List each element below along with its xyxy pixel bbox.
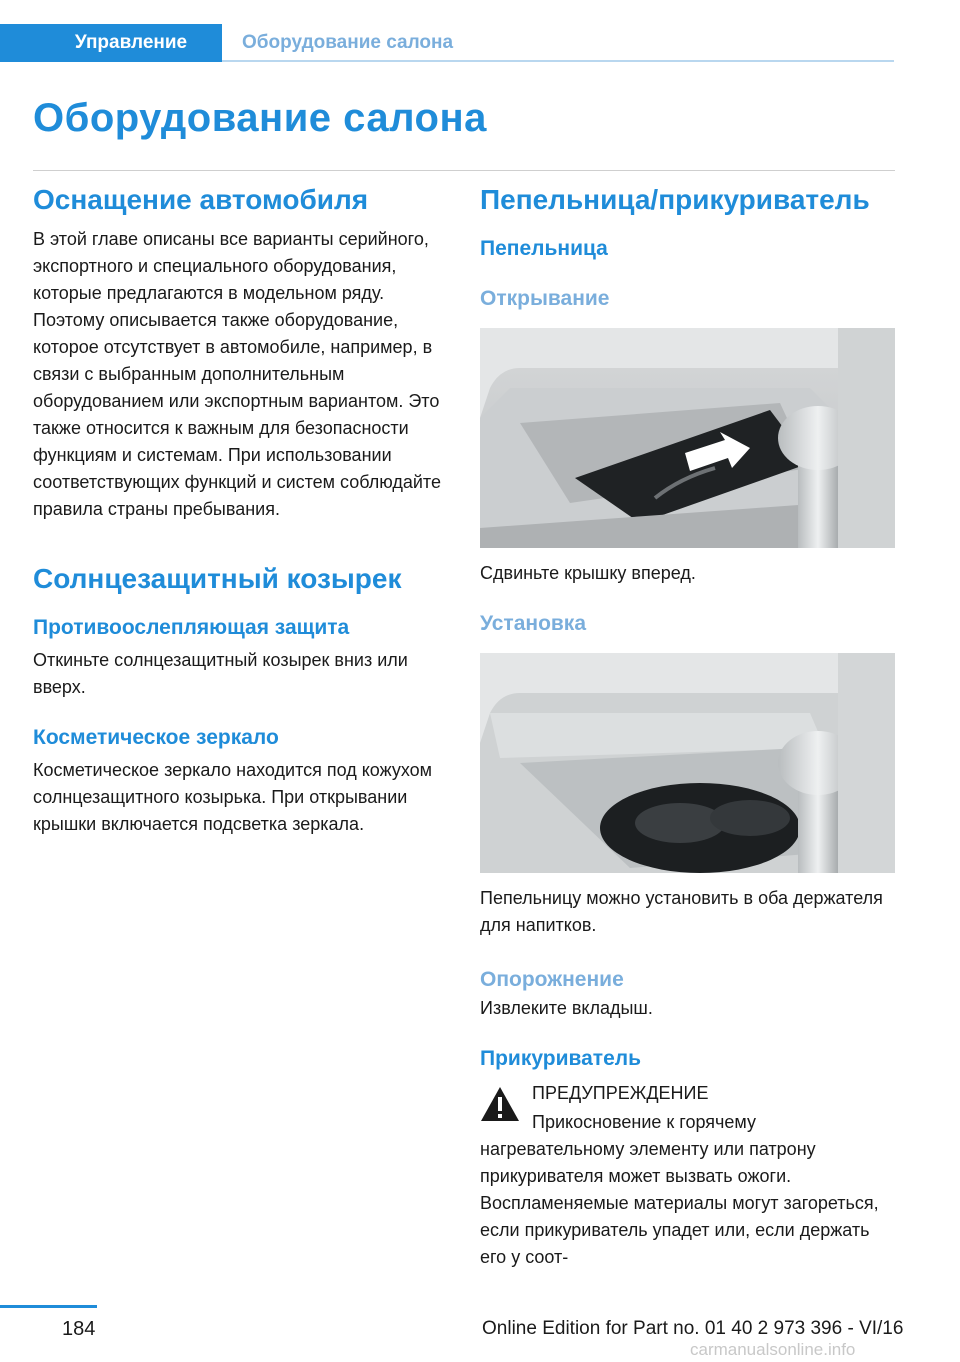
breadcrumb-section[interactable]: Управление [0,24,222,62]
mirror-text: Косметическое зеркало находится под кожухом солнцезащитного козырька. При открывании крышки включается подсветка зеркала. [33,760,433,834]
header-rule [222,60,894,62]
mirror-heading: Косметическое зеркало [33,726,279,749]
footer-rule [0,1305,97,1308]
warning-block [480,1080,895,1107]
page-title: Оборудование салона [33,96,487,140]
breadcrumb [0,24,894,62]
ashtray-installation-illustration [480,653,895,873]
warning-text: Прикосновение к горячему нагревательному элементу или патрону прикуривателя может вызвать ожоги. Воспламеняемые материалы могут загореться, если прикуриватель упадет или, если держать его у соот- [480,1112,879,1267]
empty-text: Извлеките вкладыш. [480,998,653,1018]
opening-caption: Сдвиньте крышку вперед. [480,563,696,583]
antiglare-text: Откиньте солнцезащитный козырек вниз или вверх. [33,650,408,697]
ashtray-lighter-heading: Пепельница/прикуриватель [480,184,870,215]
opening-heading: Открывание [480,287,610,310]
empty-heading: Опорожнение [480,968,624,991]
antiglare-heading: Противоослепляющая защита [33,616,350,639]
ashtray-opening-illustration [480,328,895,548]
left-column [33,180,448,838]
ashtray-heading: Пепельница [480,237,608,260]
sunvisor-heading: Солнцезащитный козырек [33,563,402,594]
title-divider [33,170,895,171]
breadcrumb-subsection[interactable]: Оборудование салона [242,32,454,53]
page-number: 184 [62,1318,96,1340]
warning-label: ПРЕДУПРЕЖДЕНИЕ [532,1083,709,1103]
equipment-heading: Оснащение автомобиля [33,184,369,215]
equipment-text: В этой главе описаны все варианты серийного, экспортного и специального оборудования, которые предлагаются в модельном ряду. Поэтому описывается также оборудование, которое отсутствует в автомобиле, например, в связи с выбранным дополнительным оборудованием или экспортным вариантом. Это также относится к важным для безопасности функциям и системам. При использовании соответствующих функций и систем соблюдайте правила страны пребывания. [33,229,441,519]
edition-info: Online Edition for Part no. 01 40 2 973 396 - VI/16 [482,1318,904,1339]
install-caption: Пепельницу можно установить в оба держателя для напитков. [480,888,883,935]
lighter-heading: Прикуриватель [480,1047,642,1070]
warning-triangle-icon [480,1086,520,1122]
watermark: carmanualsonline.info [690,1340,856,1359]
right-column [480,180,895,1271]
install-heading: Установка [480,612,586,635]
